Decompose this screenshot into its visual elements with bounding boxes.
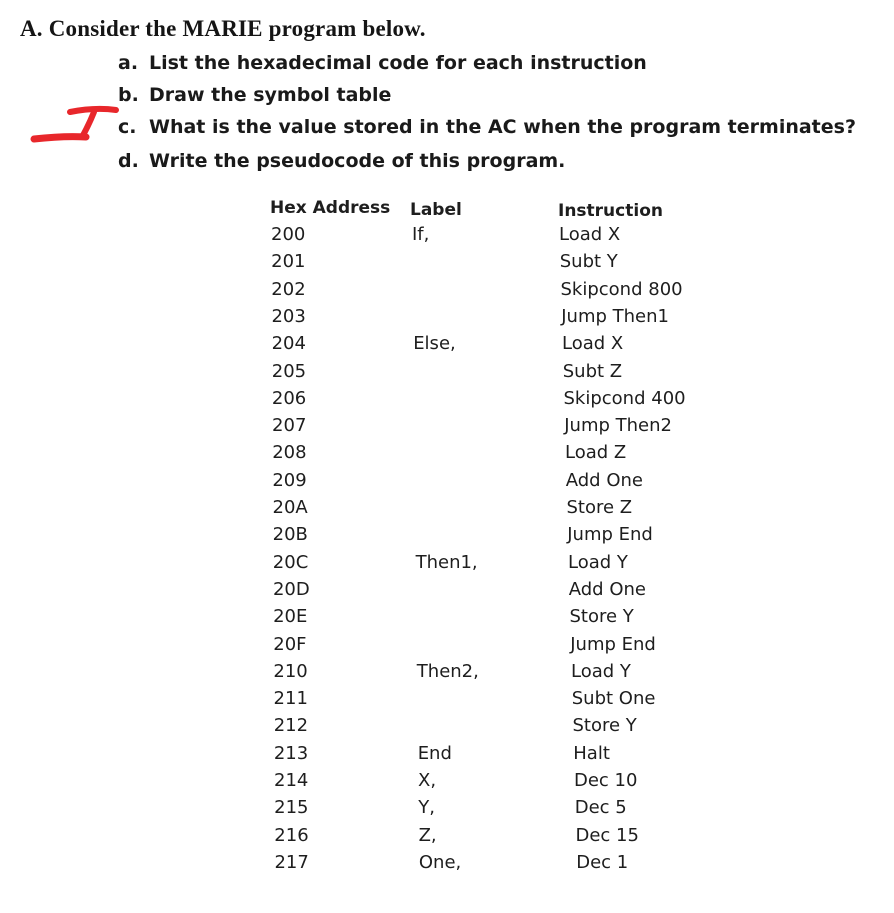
cell-label: Z, (418, 824, 437, 846)
question-text: Write the pseudocode of this program. (149, 150, 566, 172)
cell-address: 200 (271, 224, 306, 245)
cell-instruction: Store Y (572, 715, 637, 737)
cell-instruction: Jump End (570, 633, 656, 655)
cell-address: 20A (272, 497, 308, 518)
cell-label: If, (412, 224, 430, 245)
question-d (118, 150, 565, 172)
cell-address: 20B (272, 524, 308, 546)
cell-label: Then1, (415, 551, 478, 573)
cell-instruction: Skipcond 800 (560, 278, 683, 300)
cell-label: X, (418, 770, 437, 791)
cell-label: Then2, (416, 660, 479, 682)
cell-instruction: Store Z (566, 497, 633, 518)
question-letter: a. (118, 52, 139, 74)
cell-address: 205 (271, 360, 307, 382)
cell-instruction: Dec 15 (575, 824, 639, 846)
cell-instruction: Jump Then2 (564, 415, 672, 437)
cell-instruction: Subt Y (559, 251, 618, 273)
question-text: Draw the symbol table (149, 84, 392, 106)
cell-address: 210 (273, 660, 308, 682)
red-pen-mark-icon (30, 104, 130, 148)
cell-instruction: Load X (562, 333, 624, 355)
cell-instruction: Add One (565, 469, 643, 491)
cell-address: 20E (273, 606, 308, 628)
question-c (118, 116, 856, 138)
cell-instruction: Subt One (571, 688, 656, 710)
cell-instruction: Subt Z (562, 360, 623, 382)
page-title: A. Consider the MARIE program below. (20, 16, 426, 41)
cell-address: 209 (272, 469, 307, 491)
cell-label: Y, (418, 797, 436, 819)
cell-instruction: Skipcond 400 (563, 387, 686, 409)
cell-address: 208 (272, 442, 307, 464)
cell-instruction: Store Y (569, 606, 634, 628)
cell-address: 207 (272, 415, 307, 437)
cell-instruction: Dec 10 (574, 770, 638, 791)
header-label: Label (410, 200, 462, 220)
cell-instruction: Jump End (567, 524, 653, 546)
cell-address: 20D (272, 578, 310, 600)
cell-address: 216 (274, 824, 309, 846)
cell-instruction: Load Z (565, 442, 627, 464)
cell-label: Else, (413, 333, 456, 355)
question-text: What is the value stored in the AC when the program terminates? (149, 116, 856, 138)
cell-instruction: Dec 1 (576, 851, 629, 873)
question-letter: d. (118, 150, 139, 172)
cell-instruction: Jump Then1 (561, 305, 669, 327)
cell-instruction: Halt (573, 742, 610, 764)
question-letter: b. (118, 84, 139, 106)
cell-address: 20F (273, 633, 307, 655)
header-instruction: Instruction (558, 201, 663, 221)
cell-address: 215 (274, 797, 309, 819)
cell-instruction: Load Y (568, 551, 628, 573)
cell-address: 203 (271, 305, 306, 327)
header-hex-address: Hex Address (270, 198, 391, 218)
cell-instruction: Load Y (571, 660, 631, 682)
cell-address: 204 (271, 333, 306, 355)
cell-instruction: Add One (568, 578, 646, 600)
cell-address: 213 (273, 742, 309, 764)
question-letter: c. (118, 116, 137, 138)
cell-label: End (417, 742, 452, 764)
cell-instruction: Dec 5 (574, 797, 627, 819)
cell-address: 217 (274, 851, 309, 873)
question-a (118, 52, 647, 74)
cell-instruction: Load X (559, 224, 621, 245)
cell-label: One, (418, 851, 462, 873)
question-b (118, 84, 391, 106)
cell-address: 206 (271, 387, 307, 409)
cell-address: 214 (274, 770, 309, 791)
cell-address: 201 (271, 251, 306, 273)
cell-address: 211 (273, 688, 308, 710)
cell-address: 202 (271, 278, 306, 300)
question-text: List the hexadecimal code for each instruction (149, 52, 647, 74)
cell-address: 20C (272, 551, 309, 573)
cell-address: 212 (273, 715, 309, 737)
